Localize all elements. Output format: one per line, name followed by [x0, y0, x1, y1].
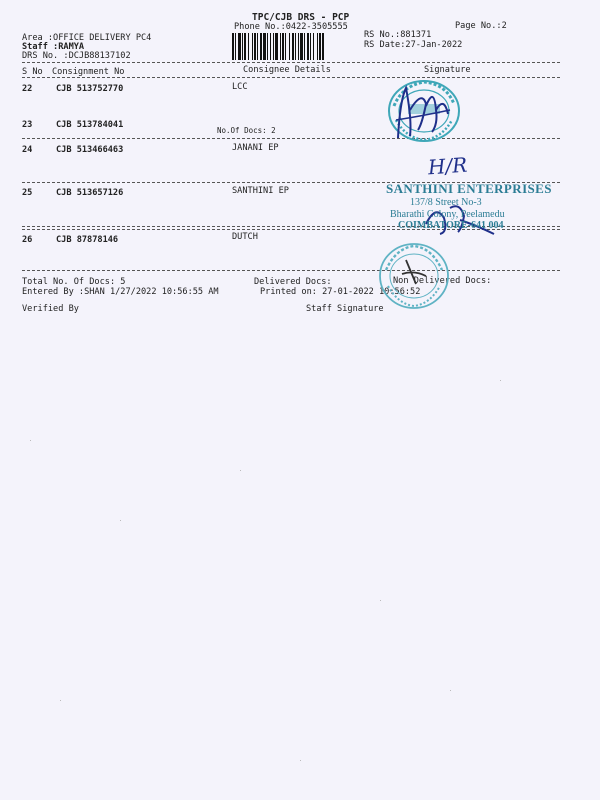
- barcode-bar: [267, 33, 268, 60]
- barcode: [232, 33, 354, 60]
- barcode-bar: [254, 33, 256, 60]
- barcode-bar: [317, 33, 318, 60]
- barcode-bar: [310, 33, 311, 60]
- total-docs: Total No. Of Docs: 5: [22, 277, 126, 287]
- phone-number: Phone No.:0422-3505555: [234, 22, 348, 32]
- barcode-bar: [295, 33, 296, 60]
- barcode-bar: [282, 33, 284, 60]
- row-consignment: CJB 513657126: [56, 188, 124, 198]
- stamp-company-name: SANTHINI ENTERPRISES: [386, 181, 552, 196]
- rs-number: RS No.:881371: [364, 30, 432, 40]
- barcode-bar: [260, 33, 262, 60]
- barcode-bar: [232, 33, 234, 60]
- row-sno: 25: [22, 188, 33, 198]
- row-sno: 26: [22, 235, 33, 245]
- verified-by: Verified By: [22, 304, 79, 314]
- staff-label: Staff :RAMYA: [22, 42, 85, 52]
- delivered-docs: Delivered Docs:: [254, 277, 332, 287]
- barcode-bar: [280, 33, 281, 60]
- row-consignment: CJB 87878146: [56, 235, 119, 245]
- row-consignee: LCC: [232, 82, 248, 92]
- barcode-bar: [244, 33, 246, 60]
- row-sno: 22: [22, 84, 33, 94]
- col-header-sno: S No: [22, 67, 43, 77]
- barcode-bar: [292, 33, 294, 60]
- page-number: Page No.:2: [455, 21, 507, 31]
- non-delivered-docs: Non Delivered Docs:: [393, 276, 492, 286]
- column-header-divider: [22, 77, 560, 78]
- header-divider: [22, 62, 560, 63]
- area-label: Area :OFFICE DELIVERY PC4: [22, 33, 152, 43]
- stamp-address-line: 137/8 Street No-3: [410, 197, 482, 208]
- scan-speck: [30, 440, 31, 441]
- barcode-bar: [304, 33, 305, 60]
- handwritten-mark: H/R: [427, 152, 469, 180]
- scan-speck: [300, 760, 301, 761]
- row-consignee: SANTHINI EP: [232, 186, 289, 196]
- row-consignment: CJB 513752770: [56, 84, 124, 94]
- table-bottom-divider: [22, 270, 560, 271]
- entered-by: Entered By :SHAN 1/27/2022 10:56:55 AM: [22, 287, 219, 297]
- barcode-bar: [248, 33, 249, 60]
- stamp-address-line: Bharathi Colony, Peelamedu: [390, 209, 505, 220]
- barcode-bar: [270, 33, 271, 60]
- scan-speck: [450, 690, 451, 691]
- barcode-bar: [275, 33, 278, 60]
- scan-speck: [120, 520, 121, 521]
- barcode-bar: [273, 33, 274, 60]
- col-header-consignee: Consignee Details: [243, 65, 331, 75]
- row-consignee: JANANI EP: [232, 143, 279, 153]
- barcode-bar: [242, 33, 243, 60]
- barcode-bar: [238, 33, 241, 60]
- rs-date: RS Date:27-Jan-2022: [364, 40, 463, 50]
- scan-speck: [380, 600, 381, 601]
- scan-speck: [240, 470, 241, 471]
- drs-number: DRS No. :DCJB88137102: [22, 51, 131, 61]
- barcode-bar: [235, 33, 236, 60]
- row-consignment: CJB 513784041: [56, 120, 124, 130]
- row-divider: [22, 138, 560, 139]
- scan-speck: [500, 380, 501, 381]
- barcode-bar: [289, 33, 290, 60]
- row-consignment: CJB 513466463: [56, 145, 124, 155]
- barcode-bar: [298, 33, 299, 60]
- no-of-docs-note: No.Of Docs: 2: [217, 126, 276, 135]
- barcode-bar: [313, 33, 314, 60]
- printed-on: Printed on: 27-01-2022 10:56:52: [260, 287, 421, 297]
- barcode-bar: [300, 33, 303, 60]
- barcode-bar: [322, 33, 324, 60]
- signature-scribble: [392, 80, 452, 142]
- stamp-address-line: COIMBATORE-641 004: [398, 220, 504, 231]
- delivery-seal-stamp: [376, 240, 452, 312]
- row-sno: 23: [22, 120, 33, 130]
- barcode-bar: [257, 33, 258, 60]
- document-title: TPC/CJB DRS - PCP: [252, 12, 350, 23]
- scan-speck: [60, 700, 61, 701]
- barcode-bar: [319, 33, 321, 60]
- barcode-bar: [307, 33, 309, 60]
- col-header-consignment: Consignment No: [52, 67, 125, 77]
- row-sno: 24: [22, 145, 33, 155]
- staff-signature-label: Staff Signature: [306, 304, 384, 314]
- row-consignee: DUTCH: [232, 232, 258, 242]
- col-header-signature: Signature: [424, 65, 471, 75]
- barcode-bar: [263, 33, 266, 60]
- barcode-bar: [285, 33, 286, 60]
- barcode-bar: [252, 33, 253, 60]
